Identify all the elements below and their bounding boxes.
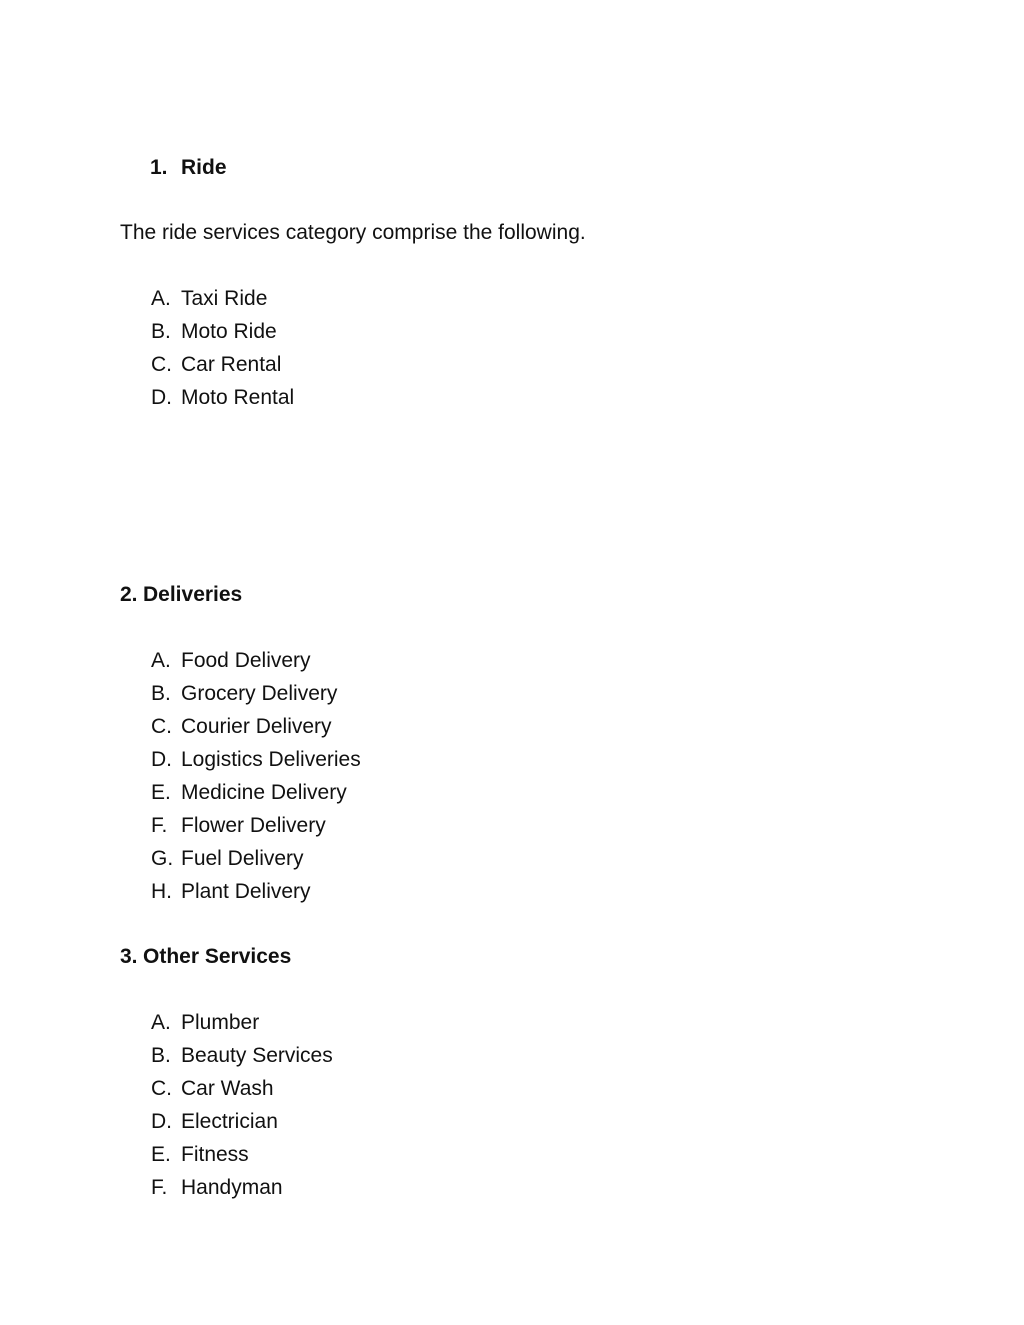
item-letter: G. [151, 847, 174, 870]
section-number: 2. [120, 583, 138, 606]
item-text: Plant Delivery [181, 880, 311, 903]
section-title: Other Services [143, 945, 292, 968]
section-intro-text: The ride services category comprise the following. [120, 221, 586, 244]
section-title: Deliveries [143, 583, 243, 606]
item-text: Plumber [181, 1011, 260, 1034]
list-item [151, 318, 294, 351]
list-item [151, 285, 294, 318]
deliveries-list [151, 647, 361, 911]
list-item [151, 1174, 333, 1207]
item-text: Grocery Delivery [181, 682, 338, 705]
item-letter: H. [151, 880, 172, 903]
item-letter: F. [151, 814, 168, 837]
item-letter: A. [151, 287, 171, 310]
item-letter: D. [151, 748, 172, 771]
item-letter: E. [151, 781, 171, 804]
list-item [151, 351, 294, 384]
item-letter: F. [151, 1176, 168, 1199]
list-item [151, 1042, 333, 1075]
item-letter: B. [151, 682, 171, 705]
list-item [151, 812, 361, 845]
list-item [151, 1108, 333, 1141]
item-text: Fuel Delivery [181, 847, 304, 870]
list-item [151, 878, 361, 911]
item-text: Moto Ride [181, 320, 277, 343]
item-letter: B. [151, 320, 171, 343]
item-text: Courier Delivery [181, 715, 332, 738]
list-item [151, 713, 361, 746]
item-text: Food Delivery [181, 649, 311, 672]
item-text: Moto Rental [181, 386, 295, 409]
item-letter: B. [151, 1044, 171, 1067]
item-letter: C. [151, 1077, 172, 1100]
item-text: Fitness [181, 1143, 249, 1166]
ride-services-list [151, 285, 294, 417]
item-text: Handyman [181, 1176, 283, 1199]
item-text: Taxi Ride [181, 287, 268, 310]
item-letter: D. [151, 1110, 172, 1133]
item-text: Electrician [181, 1110, 278, 1133]
item-text: Flower Delivery [181, 814, 326, 837]
list-item [151, 779, 361, 812]
section-number: 3. [120, 945, 138, 968]
section-heading-ride [150, 154, 227, 182]
other-services-list [151, 1009, 333, 1207]
section-title: Ride [181, 156, 227, 179]
item-text: Medicine Delivery [181, 781, 347, 804]
list-item [151, 746, 361, 779]
item-letter: C. [151, 353, 172, 376]
item-text: Beauty Services [181, 1044, 333, 1067]
list-item [151, 680, 361, 713]
list-item [151, 845, 361, 878]
item-letter: A. [151, 1011, 171, 1034]
section-heading-deliveries [120, 581, 242, 609]
item-text: Logistics Deliveries [181, 748, 361, 771]
list-item [151, 384, 294, 417]
item-letter: D. [151, 386, 172, 409]
section-heading-other-services [120, 943, 291, 971]
list-item [151, 647, 361, 680]
item-letter: C. [151, 715, 172, 738]
item-letter: E. [151, 1143, 171, 1166]
list-item [151, 1009, 333, 1042]
item-letter: A. [151, 649, 171, 672]
item-text: Car Wash [181, 1077, 274, 1100]
list-item [151, 1141, 333, 1174]
item-text: Car Rental [181, 353, 282, 376]
section-number: 1. [150, 156, 168, 179]
list-item [151, 1075, 333, 1108]
